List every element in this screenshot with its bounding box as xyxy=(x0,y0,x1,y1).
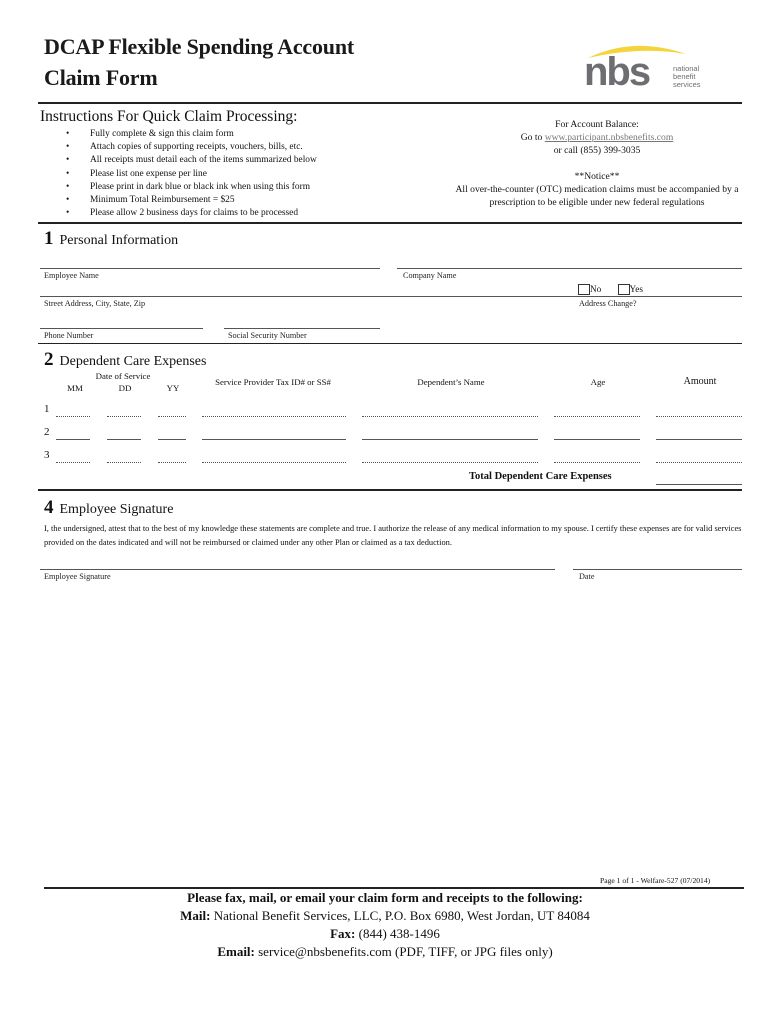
mm-header: MM xyxy=(67,383,83,393)
notice-title: **Notice** xyxy=(574,171,620,182)
address-change-label: Address Change? xyxy=(579,299,637,308)
instruction-item: • Please list one expense per line xyxy=(66,168,317,181)
signature-date-label: Date xyxy=(579,572,595,581)
row2-amount-field[interactable] xyxy=(656,439,742,440)
footer-fax: Fax: (844) 438-1496 xyxy=(330,926,440,941)
account-goto-line: Go to www.participant.nbsbenefits.com xyxy=(520,132,674,143)
row3-amount-field[interactable] xyxy=(656,462,742,463)
account-balance-label: For Account Balance: xyxy=(555,119,639,130)
address-change-yes-checkbox[interactable] xyxy=(618,284,630,295)
footer-mail: Mail: National Benefit Services, LLC, P.O. Box 6980, West Jordan, UT 84084 xyxy=(180,908,590,923)
participant-link[interactable]: www.participant.nbsbenefits.com xyxy=(544,132,674,143)
row1-age-field[interactable] xyxy=(554,416,640,417)
total-expenses-label: Total Dependent Care Expenses xyxy=(469,471,612,482)
instruction-item: • All receipts must detail each of the items summarized below xyxy=(66,154,317,167)
dependent-name-header: Dependent’s Name xyxy=(417,377,485,387)
row3-yy-field[interactable] xyxy=(158,462,186,463)
employee-signature-label: Employee Signature xyxy=(44,572,111,581)
form-title-line1: DCAP Flexible Spending Account xyxy=(44,34,354,59)
company-name-field[interactable] xyxy=(397,268,742,269)
row2-mm-field[interactable] xyxy=(56,439,90,440)
yy-header: YY xyxy=(166,383,180,393)
instructions-list xyxy=(66,128,317,220)
row1-dependent-field[interactable] xyxy=(362,416,538,417)
employee-signature-field[interactable] xyxy=(40,569,555,570)
footer-heading: Please fax, mail, or email your claim form and receipts to the following: xyxy=(187,890,583,905)
section-divider xyxy=(38,343,742,344)
employee-name-field[interactable] xyxy=(40,268,380,269)
page-info: Page 1 of 1 - Welfare-527 (07/2014) xyxy=(600,876,711,885)
street-address-label: Street Address, City, State, Zip xyxy=(44,299,146,308)
address-change-no-checkbox[interactable] xyxy=(578,284,590,295)
section-2-heading: 2 Dependent Care Expenses xyxy=(44,349,207,370)
instruction-item: • Please allow 2 business days for claims to be processed xyxy=(66,207,317,220)
footer-email: Email: service@nbsbenefits.com (PDF, TIFF, or JPG files only) xyxy=(217,944,553,959)
instruction-item: • Attach copies of supporting receipts, vouchers, bills, etc. xyxy=(66,141,317,154)
dd-header: DD xyxy=(118,383,132,393)
row-number: 1 xyxy=(44,403,50,415)
instructions-heading: Instructions For Quick Claim Processing: xyxy=(40,108,298,125)
logo-subtitle: national benefit services xyxy=(673,64,701,89)
phone-number-label: Phone Number xyxy=(44,331,94,340)
section-divider xyxy=(38,489,742,491)
row3-dd-field[interactable] xyxy=(107,462,141,463)
row2-age-field[interactable] xyxy=(554,439,640,440)
signature-date-field[interactable] xyxy=(573,569,742,570)
ssn-label: Social Security Number xyxy=(228,331,307,340)
row2-dd-field[interactable] xyxy=(107,439,141,440)
row2-provider-field[interactable] xyxy=(202,439,346,440)
age-header: Age xyxy=(590,377,606,387)
header-divider xyxy=(38,102,742,104)
amount-header: Amount xyxy=(683,376,717,387)
company-name-label: Company Name xyxy=(403,271,457,280)
row-number: 3 xyxy=(44,449,50,461)
street-address-field[interactable] xyxy=(40,296,742,297)
footer-divider xyxy=(44,887,744,889)
employee-name-label: Employee Name xyxy=(44,271,99,280)
account-phone: or call (855) 399-3035 xyxy=(553,145,641,156)
logo-mark: nbs xyxy=(584,50,650,94)
instruction-item: • Please print in dark blue or black ink when using this form xyxy=(66,181,317,194)
instruction-item: • Fully complete & sign this claim form xyxy=(66,128,317,141)
row3-mm-field[interactable] xyxy=(56,462,90,463)
row1-mm-field[interactable] xyxy=(56,416,90,417)
row3-provider-field[interactable] xyxy=(202,462,346,463)
form-title-line2: Claim Form xyxy=(44,65,158,90)
date-of-service-header: Date of Service xyxy=(95,371,151,381)
row2-dependent-field[interactable] xyxy=(362,439,538,440)
row-number: 2 xyxy=(44,426,50,438)
row1-dd-field[interactable] xyxy=(107,416,141,417)
address-change-options: No Yes xyxy=(578,284,643,295)
attestation-text: I, the undersigned, attest that to the best of my knowledge these statements are complete and true. I authorize the release of any medical information to my spouse. I certify these expenses are for valid services provided on the dates indicated and will not be reimbursed or claimed under any other Plan or claimed as a tax deduction. xyxy=(44,524,742,547)
total-expenses-field[interactable] xyxy=(656,484,742,485)
row3-age-field[interactable] xyxy=(554,462,640,463)
section-divider xyxy=(38,222,742,224)
row3-dependent-field[interactable] xyxy=(362,462,538,463)
row1-yy-field[interactable] xyxy=(158,416,186,417)
row1-amount-field[interactable] xyxy=(656,416,742,417)
phone-number-field[interactable] xyxy=(40,328,203,329)
ssn-field[interactable] xyxy=(224,328,380,329)
section-4-heading: 4 Employee Signature xyxy=(44,497,174,518)
row1-provider-field[interactable] xyxy=(202,416,346,417)
section-1-heading: 1 Personal Information xyxy=(44,228,179,249)
row2-yy-field[interactable] xyxy=(158,439,186,440)
notice-line-2: prescription to be eligible under new federal regulations xyxy=(489,197,705,208)
provider-header: Service Provider Tax ID# or SS# xyxy=(215,377,331,387)
instruction-item: • Minimum Total Reimbursement = $25 xyxy=(66,194,317,207)
notice-line-1: All over-the-counter (OTC) medication claims must be accompanied by a xyxy=(455,184,739,195)
nbs-logo xyxy=(578,40,708,100)
